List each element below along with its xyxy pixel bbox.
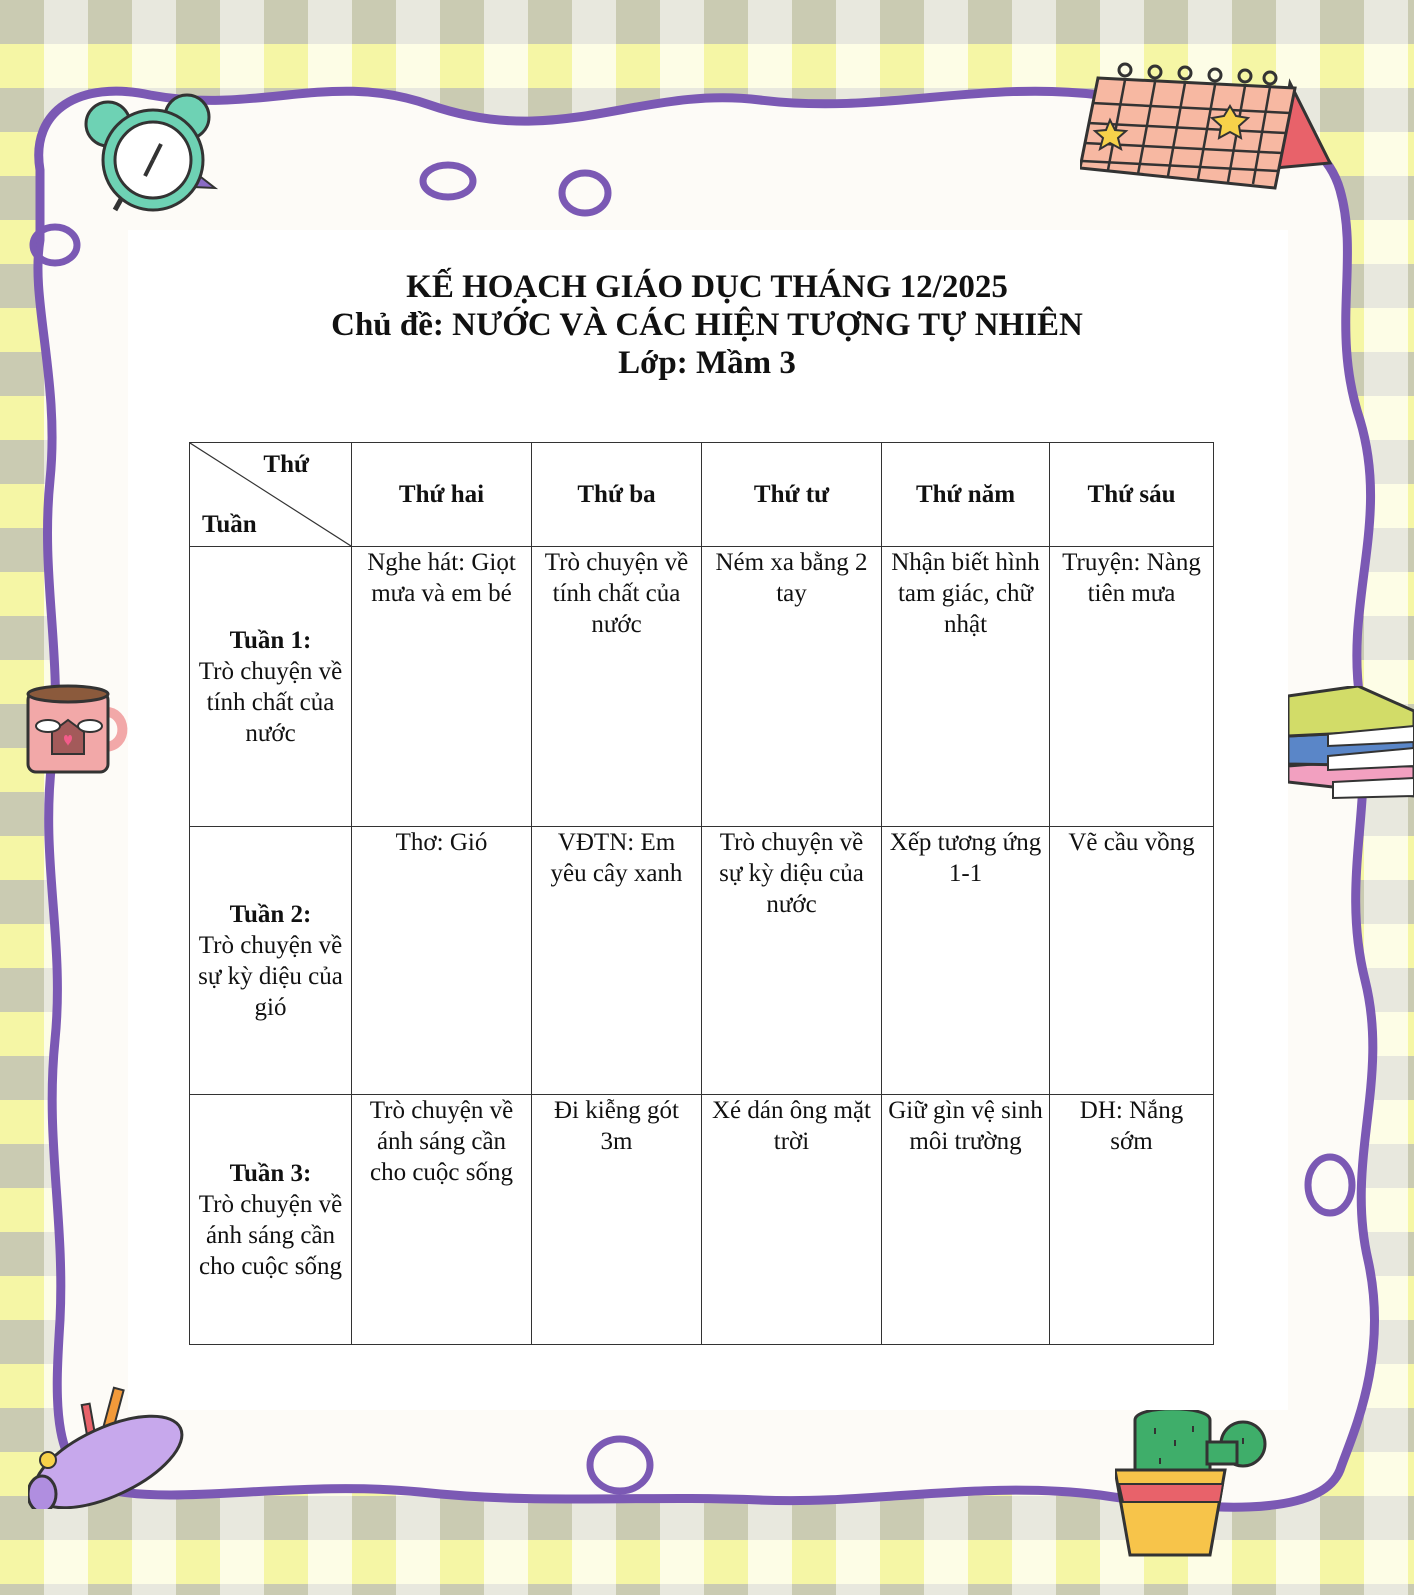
activity-cell: Nghe hát: Giọt mưa và em bé	[352, 547, 532, 827]
day-header: Thứ sáu	[1050, 443, 1214, 547]
corner-day-label: Thứ	[263, 451, 309, 478]
activity-cell: DH: Nắng sớm	[1050, 1095, 1214, 1345]
title-line-plan: KẾ HOẠCH GIÁO DỤC THÁNG 12/2025	[406, 269, 1008, 305]
week-topic: Trò chuyện về tính chất của nước	[198, 657, 343, 747]
activity-cell: Truyện: Nàng tiên mưa	[1050, 547, 1214, 827]
activity-cell: Xếp tương ứng 1-1	[882, 827, 1050, 1095]
week-label: Tuần 1:	[229, 626, 312, 654]
books-icon	[1288, 686, 1414, 801]
activity-cell: Trò chuyện về sự kỳ diệu của nước	[702, 827, 882, 1095]
activity-cell: Đi kiễng gót 3m	[532, 1095, 702, 1345]
day-header: Thứ hai	[352, 443, 532, 547]
activity-cell: Giữ gìn vệ sinh môi trường	[882, 1095, 1050, 1345]
cactus-icon	[1115, 1410, 1275, 1560]
week-label: Tuần 2:	[229, 900, 312, 928]
pencil-case-icon	[28, 1384, 188, 1509]
activity-cell: VĐTN: Em yêu cây xanh	[532, 827, 702, 1095]
day-header: Thứ tư	[702, 443, 882, 547]
week-cell	[190, 1095, 352, 1345]
title-line-theme: Chủ đề: NƯỚC VÀ CÁC HIỆN TƯỢNG TỰ NHIÊN	[331, 307, 1083, 343]
week-cell	[190, 827, 352, 1095]
week-topic: Trò chuyện về ánh sáng cần cho cuộc sống	[198, 1190, 343, 1280]
activity-cell: Trò chuyện về ánh sáng cần cho cuộc sống	[352, 1095, 532, 1345]
activity-cell: Xé dán ông mặt trời	[702, 1095, 882, 1345]
week-row	[190, 547, 1214, 827]
week-topic: Trò chuyện về sự kỳ diệu của gió	[198, 931, 343, 1021]
week-label: Tuần 3:	[229, 1159, 312, 1187]
plan-title	[0, 268, 1414, 382]
week-row	[190, 1095, 1214, 1345]
corner-week-label: Tuần	[202, 511, 257, 538]
corner-cell	[190, 443, 352, 547]
activity-cell: Vẽ cầu vồng	[1050, 827, 1214, 1095]
weekly-plan-table	[189, 442, 1214, 1345]
calendar-icon	[1080, 58, 1335, 193]
activity-cell: Ném xa bằng 2 tay	[702, 547, 882, 827]
title-line-class: Lớp: Mầm 3	[618, 345, 796, 381]
week-row	[190, 827, 1214, 1095]
day-header: Thứ năm	[882, 443, 1050, 547]
activity-cell: Thơ: Gió	[352, 827, 532, 1095]
week-cell	[190, 547, 352, 827]
alarm-clock-icon	[75, 92, 225, 217]
activity-cell: Trò chuyện về tính chất của nước	[532, 547, 702, 827]
activity-cell: Nhận biết hình tam giác, chữ nhật	[882, 547, 1050, 827]
coffee-mug-icon	[22, 682, 132, 782]
header-row	[190, 443, 1214, 547]
day-header: Thứ ba	[532, 443, 702, 547]
